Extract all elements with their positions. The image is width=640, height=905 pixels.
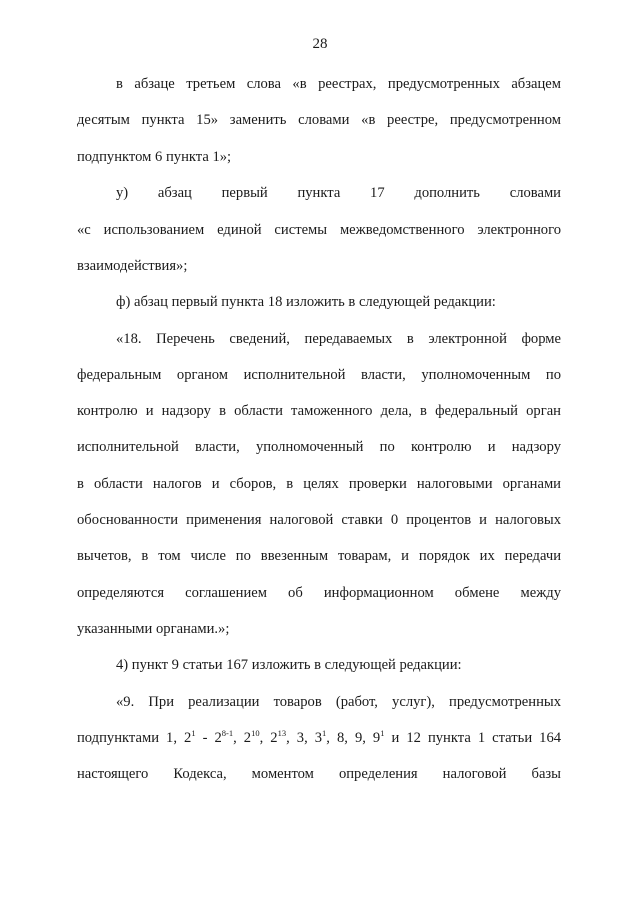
text-line: определяются соглашением об информационном обмене между: [77, 585, 561, 601]
text-line: взаимодействия»;: [77, 258, 188, 274]
text-fragment: , 2: [259, 730, 278, 746]
text-line: «с использованием единой системы межведомственного электронного: [77, 222, 561, 238]
text-line: указанными органами.»;: [77, 621, 230, 637]
text-fragment: , 2: [233, 730, 252, 746]
text-fragment: и 12 пункта 1 статьи 164: [384, 730, 561, 746]
text-fragment: подпунктами 1, 2: [77, 730, 192, 746]
text-line: федеральным органом исполнительной власти, уполномоченным по: [77, 367, 561, 383]
text-line: подпунктом 6 пункта 1»;: [77, 149, 232, 165]
text-fragment: - 2: [195, 730, 222, 746]
text-line: контролю и надзору в области таможенного дела, в федеральный орган: [77, 403, 561, 419]
text-line: «9. При реализации товаров (работ, услуг), предусмотренных: [116, 694, 561, 710]
text-line: настоящего Кодекса, моментом определения налоговой базы: [77, 766, 561, 782]
superscript: 8-1: [221, 729, 234, 738]
text-fragment: , 8, 9, 9: [326, 730, 381, 746]
text-line: в области налогов и сборов, в целях проверки налоговыми органами: [77, 476, 561, 492]
text-line: ф) абзац первый пункта 18 изложить в следующей редакции:: [116, 294, 496, 310]
page-number: 28: [312, 36, 328, 52]
text-line: в абзаце третьем слова «в реестрах, предусмотренных абзацем: [116, 76, 561, 92]
text-line: десятым пункта 15» заменить словами «в реестре, предусмотренном: [77, 112, 561, 128]
text-line: вычетов, в том числе по ввезенным товарам, и порядок их передачи: [77, 548, 561, 564]
superscript: 1: [380, 729, 385, 738]
superscript: 1: [322, 729, 327, 738]
superscript: 13: [277, 729, 287, 738]
text-line: обоснованности применения налоговой ставки 0 процентов и налоговых: [77, 512, 561, 528]
text-line: исполнительной власти, уполномоченный по контролю и надзору: [77, 439, 561, 455]
superscript: 1: [191, 729, 196, 738]
text-line: «18. Перечень сведений, передаваемых в электронной форме: [116, 331, 561, 347]
text-line-with-superscripts: [77, 729, 561, 747]
text-fragment: , 3, 3: [286, 730, 323, 746]
superscript: 10: [251, 729, 260, 738]
text-line: 4) пункт 9 статьи 167 изложить в следующей редакции:: [116, 657, 462, 673]
text-line: у) абзац первый пункта 17 дополнить словами: [116, 185, 561, 201]
